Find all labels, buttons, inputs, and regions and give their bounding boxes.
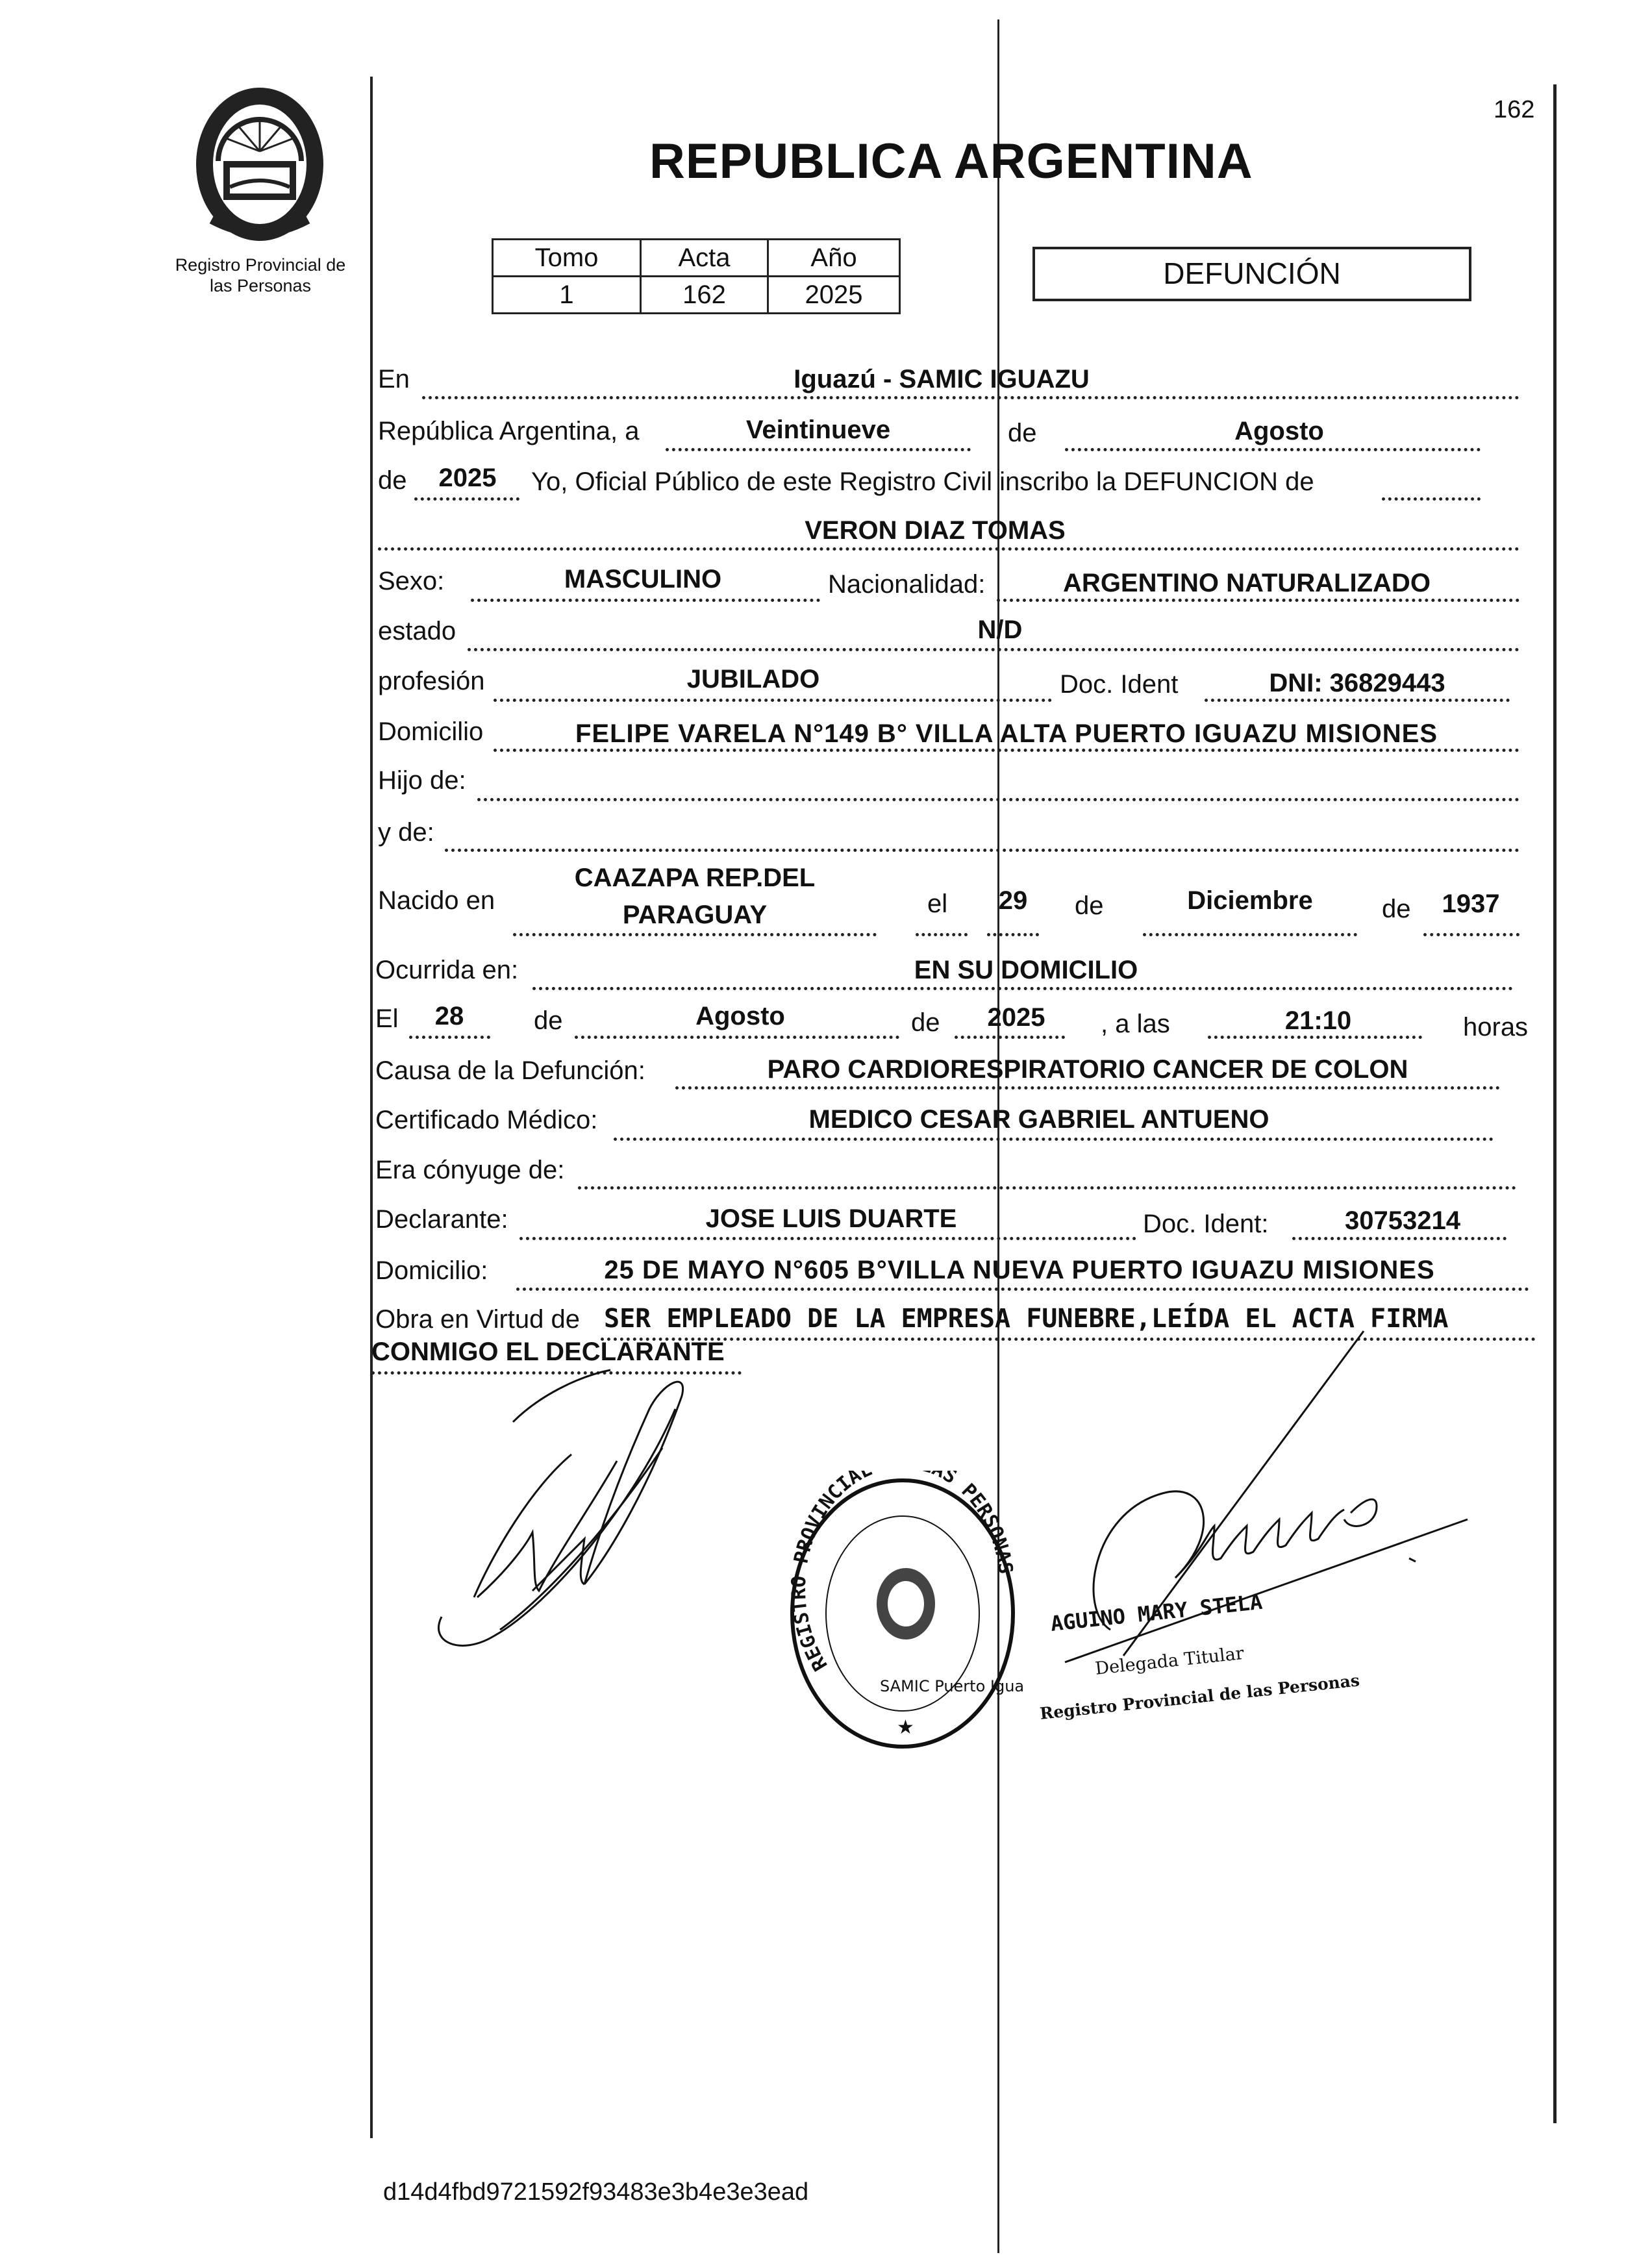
label-estado: estado [378,617,457,645]
label-hijo-de: Hijo de: [378,766,466,795]
label-de-def-2: de [911,1008,940,1037]
value-def-mes: Agosto [695,1002,785,1030]
label-domicilio: Domicilio [378,717,484,746]
line-el-nac [916,933,968,936]
tomo-value: 1 [493,277,641,314]
line-domicilio [494,749,1520,752]
label-causa: Causa de la Defunción: [375,1056,645,1085]
value-nacido-en-line2: PARAGUAY [622,901,768,929]
value-estado: N/D [977,616,1023,644]
value-lugar: Iguazú - SAMIC IGUAZU [794,365,1090,393]
document-type-box: DEFUNCIÓN [1032,247,1471,301]
line-mes [1065,448,1481,451]
label-horas: horas [1463,1013,1529,1041]
page-number: 162 [1494,96,1535,123]
label-el: El [375,1004,399,1033]
line-def-anio [955,1036,1065,1039]
document-hash: d14d4fbd9721592f93483e3b4e3e3ead [383,2178,809,2206]
label-profesion: profesión [378,667,485,695]
line-nac-mes [1143,933,1357,936]
label-el-nac: el [927,890,948,918]
label-republica: República Argentina, a [378,417,640,445]
right-margin-rule [1553,84,1557,2123]
line-end-oficial [1382,497,1481,501]
line-causa [675,1086,1500,1090]
svg-text:★: ★ [897,1716,914,1739]
line-nombre [378,547,1520,551]
label-de-2: de [378,466,407,495]
label-de-def-1: de [534,1006,563,1035]
label-a-las: , a las [1101,1010,1170,1038]
value-doc-ident: DNI: 36829443 [1269,669,1445,697]
value-declarante-doc: 30753214 [1345,1206,1460,1235]
value-domicilio: FELIPE VARELA N°149 B° VILLA ALTA PUERTO IGUAZU MISIONES [575,719,1438,748]
line-conyuge [578,1186,1516,1190]
label-de-nac-1: de [1075,891,1104,920]
label-doc-ident: Doc. Ident [1060,670,1179,699]
signer-role: Delegada Titular [1094,1643,1245,1679]
label-yo-oficial: Yo, Oficial Público de este Registro Civil inscribo la DEFUNCION de [531,467,1314,496]
label-declarante-domicilio: Domicilio: [375,1256,488,1285]
value-causa: PARO CARDIORESPIRATORIO CANCER DE COLON [767,1055,1408,1084]
line-hijo-de [477,798,1520,801]
acta-header: Acta [641,240,768,277]
value-def-dia: 28 [434,1002,464,1030]
line-y-de [445,849,1520,852]
line-def-dia [409,1036,490,1039]
line-def-hora [1208,1036,1422,1039]
value-anio: 2025 [438,464,497,492]
label-nacionalidad: Nacionalidad: [828,570,986,599]
tomo-header: Tomo [493,240,641,277]
label-de-1: de [1008,419,1037,447]
value-nac-mes: Diciembre [1187,886,1313,915]
declarant-signature [403,1357,753,1662]
value-def-hora: 21:10 [1284,1006,1352,1035]
value-nacionalidad: ARGENTINO NATURALIZADO [1063,569,1431,597]
value-nombre: VERON DIAZ TOMAS [805,516,1066,545]
label-en: En [378,365,410,393]
value-dia-letras: Veintinueve [745,416,891,444]
value-obra-line1: SER EMPLEADO DE LA EMPRESA FUNEBRE,LEÍDA EL ACTA FIRMA [604,1304,1449,1334]
line-profesion [494,699,1052,702]
line-anio [414,497,519,501]
left-margin-rule [370,77,373,2138]
value-mes: Agosto [1234,417,1324,445]
value-declarante-domicilio: 25 DE MAYO N°605 B°VILLA NUEVA PUERTO IGUAZU MISIONES [604,1256,1435,1284]
label-y-de: y de: [378,818,434,847]
value-def-anio: 2025 [987,1003,1045,1032]
anio-header: Año [768,240,900,277]
stamp-ring-text: REGISTRO PROVINCIA S PERSONAS [787,1471,1017,1675]
value-profesion: JUBILADO [686,665,820,693]
value-certificado: MEDICO CESAR GABRIEL ANTUENO [808,1105,1270,1134]
line-declarante-domicilio [516,1288,1529,1291]
value-obra-line2: CONMIGO EL DECLARANTE [371,1338,725,1366]
provincial-seal-logo [192,83,327,243]
label-nacido-en: Nacido en [378,886,495,915]
line-def-mes [575,1036,899,1039]
line-nacido-en [513,933,877,936]
signer-name: AGUINO MARY STELA [1049,1589,1264,1636]
line-sexo [471,599,820,602]
line-estado [468,648,1520,651]
line-lugar [422,396,1520,399]
value-nacido-en-line1: CAAZAPA REP.DEL [574,864,816,892]
label-declarante: Declarante: [375,1205,508,1234]
value-ocurrida-en: EN SU DOMICILIO [914,956,1138,984]
stamp-inner-text: SAMIC Puerto Igua [880,1677,1023,1695]
line-nac-dia [987,933,1039,936]
document-title: REPUBLICA ARGENTINA [649,134,1253,189]
acta-value: 162 [641,277,768,314]
label-conyuge: Era cónyuge de: [375,1156,565,1184]
line-declarante-doc [1292,1237,1507,1240]
line-nacionalidad [997,599,1520,602]
line-doc-ident [1205,699,1510,702]
registry-round-stamp [782,1471,1023,1756]
registry-name: Registro Provincial de las Personas [175,255,346,295]
fold-line [997,19,999,2253]
label-sexo: Sexo: [378,567,445,595]
line-certificado [614,1138,1494,1141]
label-declarante-doc: Doc. Ident: [1143,1210,1269,1238]
value-declarante: JOSE LUIS DUARTE [705,1204,957,1233]
value-nac-dia: 29 [998,886,1028,915]
label-obra: Obra en Virtud de [375,1305,581,1334]
value-sexo: MASCULINO [564,565,722,593]
line-dia [666,448,971,451]
line-declarante [519,1237,1136,1240]
label-de-nac-2: de [1382,895,1411,923]
line-nac-anio [1423,933,1520,936]
anio-value: 2025 [768,277,900,314]
signer-office: Registro Provincial de las Personas [1039,1671,1361,1723]
label-certificado: Certificado Médico: [375,1106,598,1134]
label-ocurrida-en: Ocurrida en: [375,956,519,984]
line-ocurrida-en [532,987,1513,990]
value-nac-anio: 1937 [1442,890,1500,918]
reference-table [492,238,901,314]
